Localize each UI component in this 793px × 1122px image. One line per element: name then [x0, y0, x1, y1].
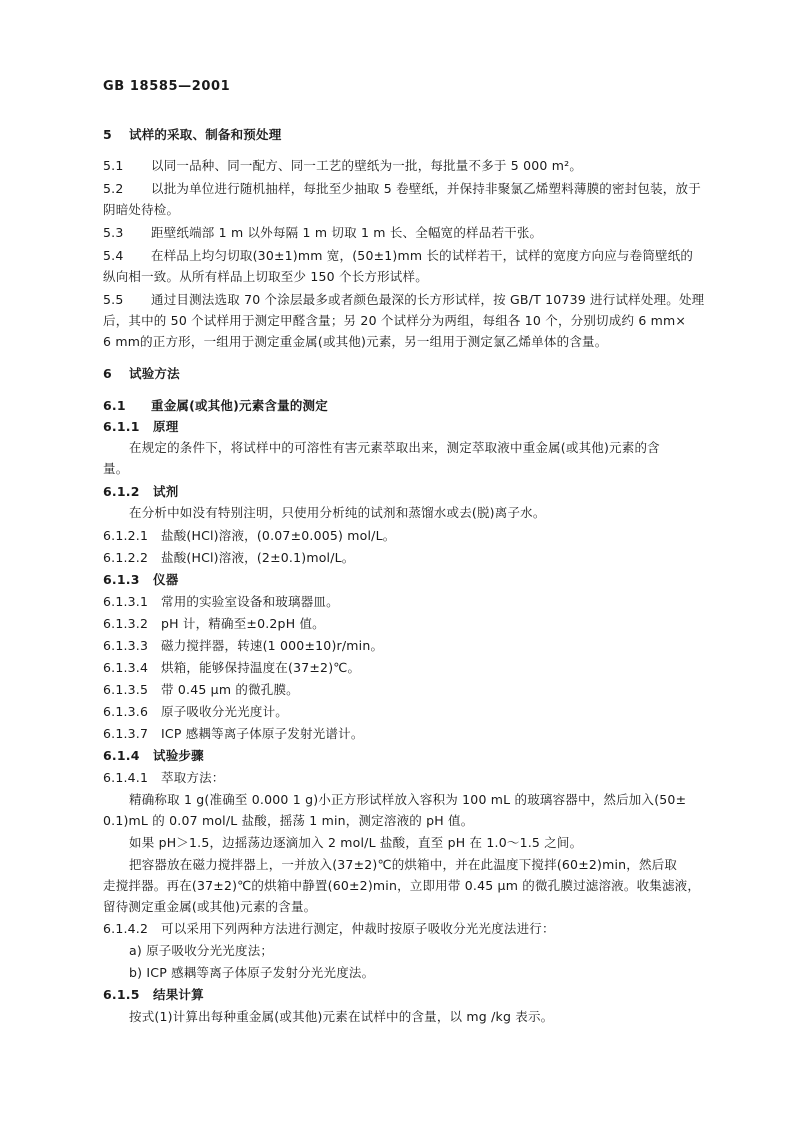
clause-number: 6.1.1	[103, 419, 140, 434]
section-6-1-2-heading	[103, 484, 178, 500]
clause-title: 萃取方法：	[161, 770, 225, 785]
clause-number: 6.1.5	[103, 987, 140, 1002]
clause-number: 6.1.3.7	[103, 726, 149, 741]
clause-text: 盐酸(HCl)溶液，(0.07±0.005) mol/L。	[161, 528, 396, 543]
clause-number: 6.1.3.1	[103, 594, 149, 609]
clause-5-3	[103, 225, 542, 241]
clause-6-1-4-1-stirring: 把容器放在磁力搅拌器上，一并放入(37±2)℃的烘箱中，并在此温度下搅拌(60±2)min，然后取	[129, 857, 678, 872]
clause-title: 试剂	[153, 484, 179, 499]
clause-text: 常用的实验室设备和玻璃器皿。	[161, 594, 339, 609]
clause-title: 重金属(或其他)元素含量的测定	[151, 398, 328, 413]
clause-6-1-3-1	[103, 594, 339, 610]
clause-number: 6.1.3	[103, 572, 140, 587]
clause-number: 6.1.3.4	[103, 660, 149, 675]
clause-5-1	[103, 158, 582, 174]
clause-6-1-3-7	[103, 726, 364, 742]
clause-number: 5.2	[103, 181, 124, 196]
clause-number: 6.1.3.2	[103, 616, 149, 631]
clause-6-1-1-text-continued: 量。	[103, 461, 129, 476]
section-6-1-1-heading	[103, 419, 178, 435]
clause-text: 以批为单位进行随机抽样，每批至少抽取 5 卷壁纸，并保持非聚氯乙烯塑料薄膜的密封包装，放于	[151, 181, 701, 196]
clause-text: 通过目测法选取 70 个涂层最多或者颜色最深的长方形试样，按 GB/T 10739 进行试样处理。处理	[151, 292, 705, 307]
clause-text: 带 0.45 μm 的微孔膜。	[161, 682, 299, 697]
clause-5-4	[103, 248, 693, 264]
clause-number: 6.1.2	[103, 484, 140, 499]
clause-6-1-2-text: 在分析中如没有特别注明，只使用分析纯的试剂和蒸馏水或去(脱)离子水。	[129, 505, 546, 520]
clause-text: 在样品上均匀切取(30±1)mm 宽，(50±1)mm 长的试样若干，试样的宽度方向应与卷筒壁纸的	[151, 248, 694, 263]
clause-text: ICP 感耦等离子体原子发射光谱计。	[161, 726, 364, 741]
clause-number: 6.1.4.1	[103, 770, 149, 785]
section-6-1-4-heading	[103, 748, 204, 764]
clause-6-1-4-1	[103, 770, 225, 786]
clause-number: 6.1.4.2	[103, 921, 149, 936]
clause-6-1-2-1	[103, 528, 395, 544]
clause-6-1-3-3	[103, 638, 383, 654]
clause-text: 可以采用下列两种方法进行测定，仲裁时按原子吸收分光光度法进行：	[161, 921, 555, 936]
clause-text: 以同一品种、同一配方、同一工艺的壁纸为一批，每批量不多于 5 000 m²。	[151, 158, 583, 173]
clause-6-1-4-1-text-line-2: 0.1)mL 的 0.07 mol/L 盐酸，摇荡 1 min，测定溶液的 pH 值。	[103, 813, 474, 828]
clause-5-2-continued: 阴暗处待检。	[103, 202, 180, 217]
clause-6-1-2-2	[103, 550, 355, 566]
clause-text: pH 计，精确至±0.2pH 值。	[161, 616, 325, 631]
clause-number: 6.1.2.2	[103, 550, 149, 565]
clause-title: 仪器	[153, 572, 179, 587]
clause-text: 磁力搅拌器，转速(1 000±10)r/min。	[161, 638, 384, 653]
clause-number: 6.1.3.6	[103, 704, 149, 719]
clause-title: 原理	[153, 419, 179, 434]
section-title: 试样的采取、制备和预处理	[129, 127, 282, 142]
clause-6-1-3-2	[103, 616, 325, 632]
section-number: 5	[103, 127, 112, 142]
clause-number: 5.1	[103, 158, 124, 173]
section-5-heading	[103, 127, 281, 143]
clause-6-1-4-1-ph-adjust: 如果 pH＞1.5，边摇荡边逐滴加入 2 mol/L 盐酸，直至 pH 在 1.0～1.5 之间。	[129, 835, 583, 850]
clause-number: 6.1.4	[103, 748, 140, 763]
clause-number: 5.5	[103, 292, 124, 307]
section-6-1-5-heading	[103, 987, 204, 1003]
clause-text: 盐酸(HCl)溶液，(2±0.1)mol/L。	[161, 550, 355, 565]
clause-5-4-continued: 纵向相一致。从所有样品上切取至少 150 个长方形试样。	[103, 269, 428, 284]
list-item-b: b) ICP 感耦等离子体原子发射分光光度法。	[129, 965, 375, 980]
clause-6-1-1-text: 在规定的条件下，将试样中的可溶性有害元素萃取出来，测定萃取液中重金属(或其他)元素的含	[129, 440, 660, 455]
clause-5-5-line-3: 6 mm的正方形，一组用于测定重金属(或其他)元素，另一组用于测定氯乙烯单体的含量。	[103, 334, 608, 349]
clause-5-5	[103, 292, 704, 308]
clause-6-1-3-4	[103, 660, 360, 676]
clause-number: 6.1.3.3	[103, 638, 149, 653]
clause-6-1-3-6	[103, 704, 288, 720]
clause-6-1-4-1-stirring-line-3: 留待测定重金属(或其他)元素的含量。	[103, 899, 317, 914]
clause-text: 距壁纸端部 1 m 以外每隔 1 m 切取 1 m 长、全幅宽的样品若干张。	[151, 225, 543, 240]
list-item-a: a) 原子吸收分光光度法；	[129, 943, 274, 958]
document-header: GB 18585—2001	[103, 79, 231, 94]
section-6-1-heading	[103, 398, 328, 414]
clause-number: 6.1.2.1	[103, 528, 149, 543]
clause-5-5-line-2: 后，其中的 50 个试样用于测定甲醛含量；另 20 个试样分为两组，每组各 10 个，分别切成约 6 mm×	[103, 313, 687, 328]
clause-number: 5.4	[103, 248, 124, 263]
clause-5-2	[103, 181, 701, 197]
clause-text: 原子吸收分光光度计。	[161, 704, 289, 719]
clause-number: 6.1.3.5	[103, 682, 149, 697]
section-number: 6	[103, 366, 112, 381]
section-title: 试验方法	[129, 366, 180, 381]
clause-6-1-4-2	[103, 921, 555, 937]
clause-6-1-4-1-stirring-line-2: 走搅拌器。再在(37±2)℃的烘箱中静置(60±2)min，立即用带 0.45 μm 的微孔膜过滤溶液。收集滤液，	[103, 878, 701, 893]
clause-number: 5.3	[103, 225, 124, 240]
section-6-1-3-heading	[103, 572, 178, 588]
clause-6-1-5-text: 按式(1)计算出每种重金属(或其他)元素在试样中的含量，以 mg /kg 表示。	[129, 1009, 554, 1024]
clause-6-1-3-5	[103, 682, 299, 698]
clause-title: 结果计算	[153, 987, 204, 1002]
clause-text: 烘箱，能够保持温度在(37±2)℃。	[161, 660, 361, 675]
clause-title: 试验步骤	[153, 748, 204, 763]
clause-6-1-4-1-text: 精确称取 1 g(准确至 0.000 1 g)小正方形试样放入容积为 100 mL 的玻璃容器中，然后加入(50±	[129, 792, 687, 807]
clause-number: 6.1	[103, 398, 126, 413]
section-6-heading	[103, 366, 180, 382]
